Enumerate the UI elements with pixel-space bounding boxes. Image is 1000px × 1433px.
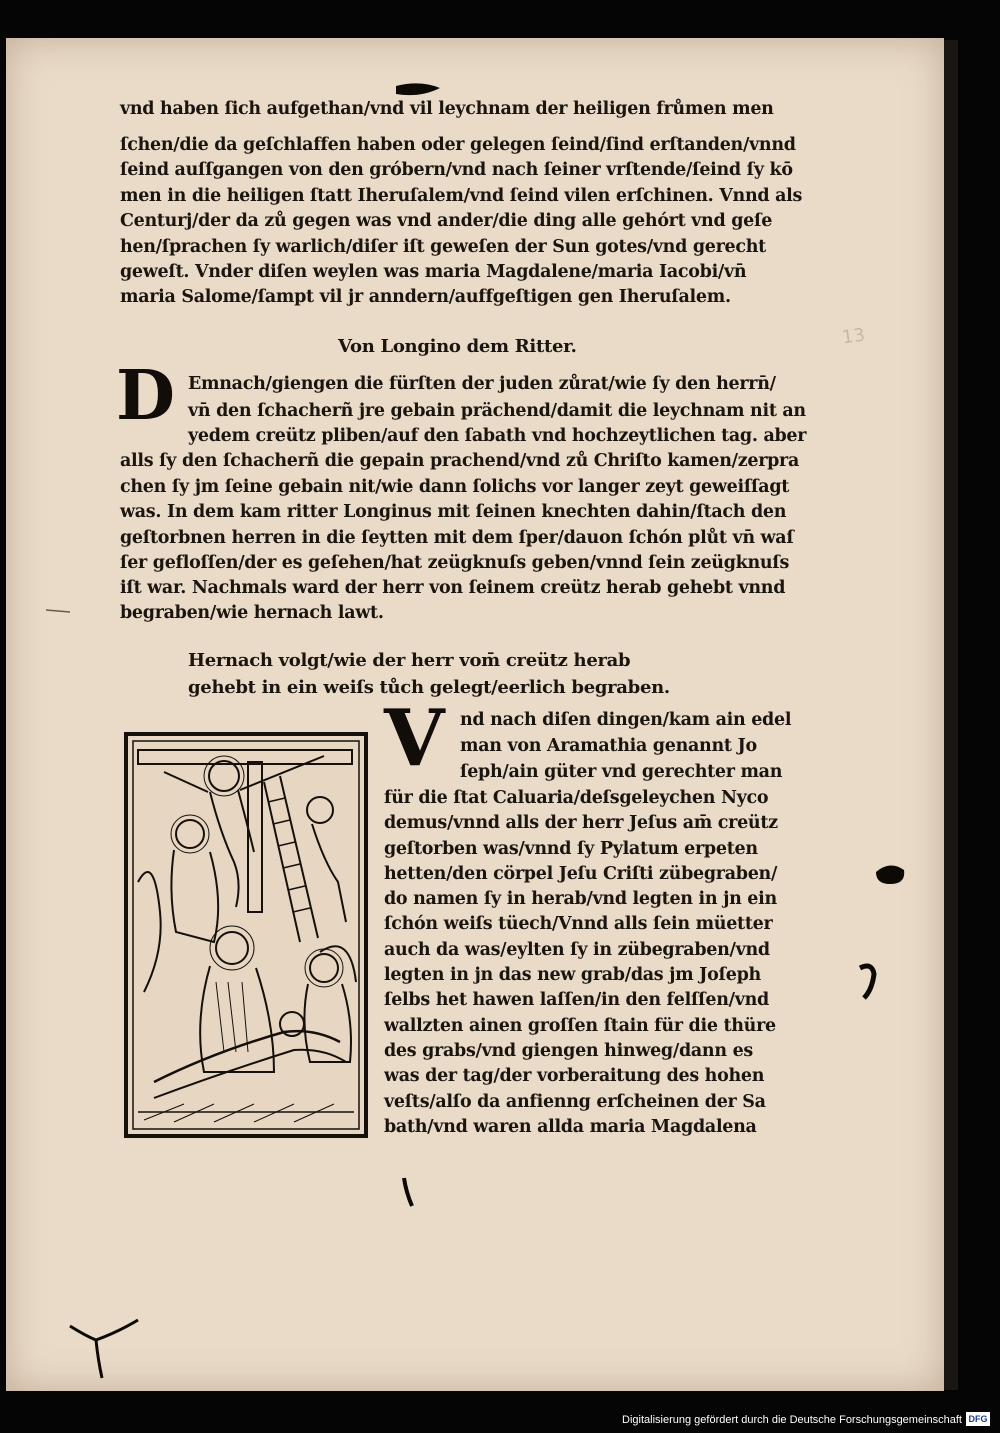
text-line: yedem creütz pliben/auf den ſabath vnd hochzeytlichen tag. aber (188, 426, 807, 446)
text-line: maria Salome/ſampt vil jr anndern/auffgeſtigen gen Iheruſalem. (120, 287, 731, 307)
text-line: alls ſy den ſchacherñ die gepain prachend/vnd zů Chriſto kamen/zerpra (120, 451, 800, 471)
text-line: ſeind auſſgangen von den gróbern/vnd nach ſeiner vrſtende/ſeind ſy kō (120, 160, 793, 180)
decorated-initial: D (116, 356, 175, 436)
text-line: ſchen/die da geſchlaffen haben oder gelegen ſeind/ſind erſtanden/vnnd (120, 135, 796, 155)
text-line: vn̄ den ſchacherñ jre gebain prächend/damit die leychnam nit an (188, 401, 806, 421)
section-heading: Hernach volgt/wie der herr vom̄ creütz herab (188, 650, 631, 671)
decorated-initial: V (384, 693, 445, 784)
text-line: hen/ſprachen ſy warlich/diſer iſt geweſen der Sun gotes/vnd gerecht (120, 237, 766, 257)
text-line: bath/vnd waren allda maria Magdalena (384, 1117, 757, 1137)
text-line: Centurj/der da zů gegen was vnd ander/die ding alle gehórt vnd geſe (120, 211, 773, 231)
text-line: wallzten ainen groſſen ſtain für die thüre (384, 1016, 776, 1036)
text-line: geſtorben was/vnnd ſy Pylatum erpeten (384, 839, 758, 859)
text-line: des grabs/vnd giengen hinweg/dann es (384, 1041, 753, 1061)
text-line: chen ſy jm ſeine gebain nit/wie dann ſolichs vor langer zeyt geweiſſagt (120, 477, 790, 497)
section-heading: gehebt in ein weiſs tůch gelegt/eerlich begraben. (188, 677, 670, 698)
dfg-logo: DFG (966, 1412, 990, 1426)
page-edge (944, 40, 958, 1390)
text-line: demus/vnnd alls der herr Jeſus am̄ creütz (384, 813, 778, 833)
text-line: geſtorbnen herren in die ſeytten mit dem ſper/dauon ſchón plůt vn̄ waſ (120, 528, 794, 548)
digitization-credit: Digitalisierung gefördert durch die Deutsche Forschungsgemeinschaft (622, 1414, 962, 1426)
text-line: vnd haben ſich aufgethan/vnd vil leychnam der heiligen frůmen men (120, 99, 774, 119)
text-line: begraben/wie hernach lawt. (120, 603, 384, 623)
text-line: legten in jn das new grab/das jm Joſeph (384, 965, 761, 985)
text-line: ſeph/ain güter vnd gerechter man (460, 762, 783, 782)
text-line: nd nach diſen dingen/kam ain edel (460, 710, 792, 730)
text-line: auch da was/eylten ſy in zübegraben/vnd (384, 940, 770, 960)
text-line: geweſt. Vnder diſen weylen was maria Magdalene/maria Iacobi/vn̄ (120, 262, 747, 282)
text-line: men in die heiligen ſtatt Iheruſalem/vnd ſeind vilen erſchinen. Vnnd als (120, 186, 803, 206)
text-line: was der tag/der vorberaitung des hohen (384, 1066, 765, 1086)
text-line: für die ſtat Caluaria/deſsgeleychen Nyco (384, 788, 769, 808)
text-line: Emnach/giengen die fürſten der juden zůrat/wie ſy den herrn̄/ (188, 374, 776, 394)
section-heading: Von Longino dem Ritter. (338, 336, 577, 357)
text-line: ſelbs het hawen laſſen/in den felſſen/vnd (384, 990, 769, 1010)
text-line: ſchón weiſs tüech/Vnnd alls ſein müetter (384, 914, 773, 934)
woodcut-deposition-illustration (124, 732, 368, 1138)
text-line: hetten/den cörpel Jeſu Criſti zübegraben/ (384, 864, 778, 884)
text-line: do namen ſy in herab/vnd legten in jn ein (384, 889, 777, 909)
text-line: man von Aramathia genannt Jo (460, 736, 757, 756)
marginal-page-note: 13 (840, 324, 867, 349)
text-line: ſer gefloſſen/der es geſehen/hat zeügknuſs geben/vnnd ſein zeügknuſs (120, 553, 790, 573)
text-line: iſt war. Nachmals ward der herr von ſeinem creütz herab gehebt vnnd (120, 578, 786, 598)
text-line: was. In dem kam ritter Longinus mit ſeinen knechten dahin/ſtach den (120, 502, 787, 522)
text-line: veſts/alſo da anfienng erſcheinen der Sa (384, 1092, 766, 1112)
